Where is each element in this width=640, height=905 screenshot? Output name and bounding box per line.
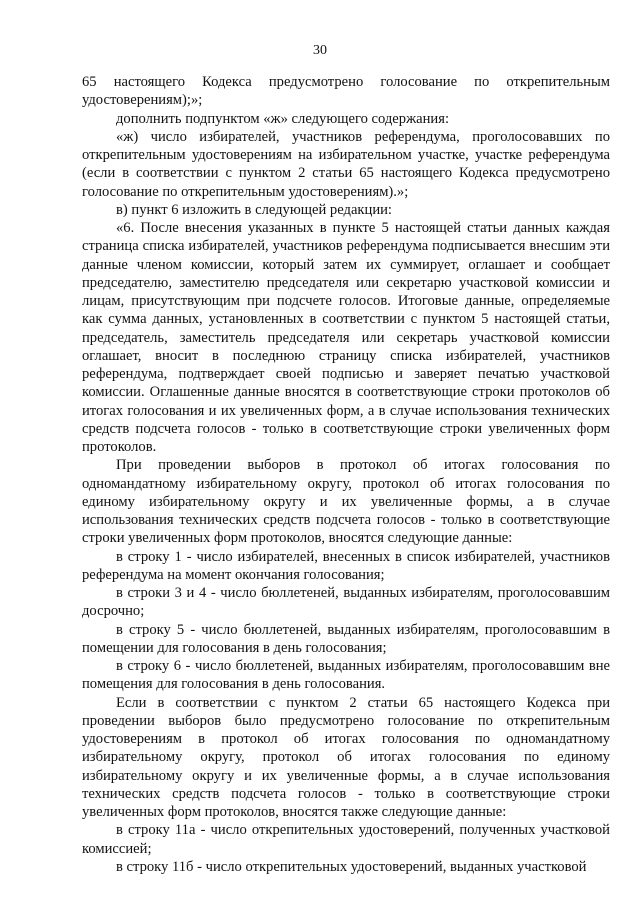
paragraph: в строку 5 - число бюллетеней, выданных избирателям, проголосовавшим в помещении для голосования в день голосования; bbox=[82, 621, 610, 656]
paragraph: «6. После внесения указанных в пункте 5 настоящей статьи данных каждая страница списка избирателей, участников референдума подписывается внесшим эти данные членом комиссии, который затем их суммирует, оглашает и сообщает председателю, заместителю председателя или секретарю участковой комиссии и лицам, присутствующим при подсчете голосов. Итоговые данные, определяемые как сумма данных, установленных в соответствии с пунктом 5 настоящей статьи, председатель, заместитель председателя или секретарь участковой комиссии оглашает, вносит в последнюю страницу списка избирателей, участников референдума, подтверждает своей подписью и заверяет печатью участковой комиссии. Оглашенные данные вносятся в соответствующие строки протоколов об итогах голосования и их увеличенных форм, а в случае использования технических средств подсчета голосов - только в соответствующие строки увеличенных форм протоколов. bbox=[82, 220, 610, 455]
paragraph: При проведении выборов в протокол об итогах голосования по одномандатному избирательному округу, протокол об итогах голосования по единому избирательному округу и их увеличенные формы, а в случае использования технических средств подсчета голосов - только в соответствующие строки увеличенных форм протоколов, вносятся следующие данные: bbox=[82, 457, 610, 547]
paragraph: дополнить подпунктом «ж» следующего содержания: bbox=[116, 110, 450, 127]
paragraph: в строку 11б - число открепительных удостоверений, выданных участковой bbox=[116, 858, 587, 875]
paragraph: 65 настоящего Кодекса предусмотрено голосование по открепительным удостоверениям);»; bbox=[82, 74, 610, 109]
body-text bbox=[82, 73, 610, 876]
paragraph: «ж) число избирателей, участников референдума, проголосовавших по открепительным удостоверениям на избирательном участке, участке референдума (если в соответствии с пунктом 2 статьи 65 настоящего Кодекса предусмотрено голосование по открепительным удостоверениям).»; bbox=[82, 128, 610, 200]
paragraph: Если в соответствии с пунктом 2 статьи 65 настоящего Кодекса при проведении выборов было предусмотрено голосование по открепительным удостоверениям в протокол об итогах голосования по одномандатному избирательному округу, протокол об итогах голосования по единому избирательному округу и их увеличенные формы, а в случае использования технических средств подсчета голосов - только в соответствующие строки увеличенных форм протоколов, вносятся также следующие данные: bbox=[82, 694, 610, 820]
paragraph: в строку 6 - число бюллетеней, выданных избирателям, проголосовавшим вне помещения для голосования в день голосования. bbox=[82, 658, 610, 693]
page-number: 30 bbox=[313, 43, 327, 58]
paragraph: в строку 11а - число открепительных удостоверений, полученных участковой комиссией; bbox=[82, 822, 610, 857]
paragraph: в) пункт 6 изложить в следующей редакции: bbox=[116, 201, 392, 218]
paragraph: в строку 1 - число избирателей, внесенных в список избирателей, участников референдума на момент окончания голосования; bbox=[82, 548, 610, 583]
paragraph: в строки 3 и 4 - число бюллетеней, выданных избирателям, проголосовавшим досрочно; bbox=[82, 585, 610, 620]
